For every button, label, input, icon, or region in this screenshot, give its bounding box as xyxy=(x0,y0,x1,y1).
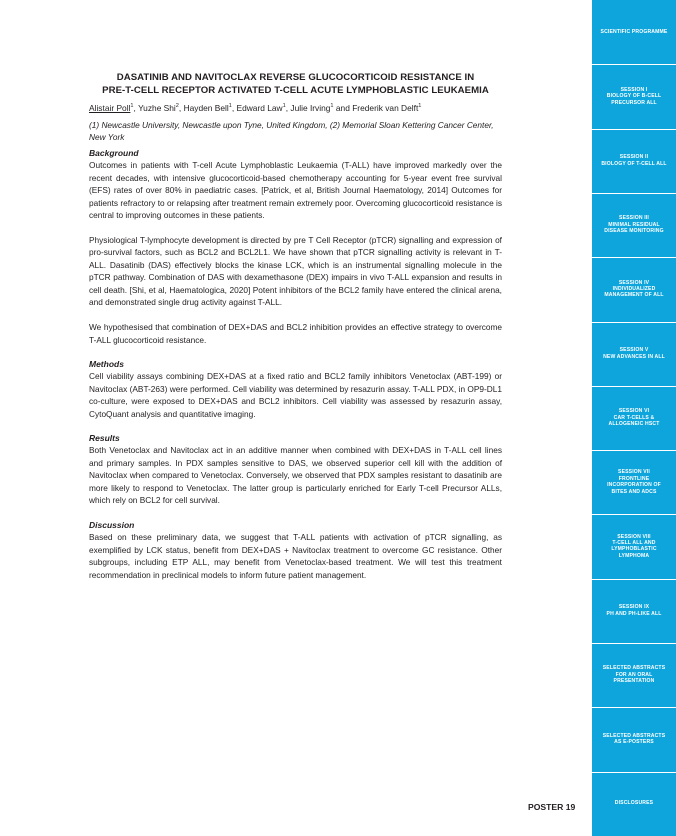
sidebar-nav-label: SESSION II BIOLOGY OF T-CELL ALL xyxy=(601,154,667,167)
sidebar-nav-label: SESSION I BIOLOGY OF B-CELL PRECURSOR ALL xyxy=(606,86,662,106)
sidebar-nav-label: SESSION III MINIMAL RESIDUAL DISEASE MONITORING xyxy=(604,215,664,235)
poster-number: POSTER 19 xyxy=(528,802,576,812)
author-name: Hayden Bell xyxy=(183,103,229,113)
background-paragraph-2: Physiological T-lymphocyte development is directed by pre T Cell Receptor (pTCR) signalling and expression of pro-survival factors, such as BCL2 and BCL2L1. We have shown that pTCR signalling activity is relevant in T-ALL. Dasatinib (DAS) effectively blocks the kinase LCK, which is an instrumental signalling molecule in the pTCR pathway. Combination of DAS with dexamethasone (DEX) impairs in vivo T-ALL expansion and results in cell death. [Shi, et al, Haematologica, 2020] Potent inhibitors of the BCL2 family have entered the clinical arena, and demonstrated single drug activity against T-ALL. xyxy=(89,234,502,308)
sidebar-nav-label: DISCLOSURES xyxy=(614,800,654,807)
author-list xyxy=(89,102,502,114)
methods-heading: Methods xyxy=(89,359,124,370)
author-affiliation-number: 1 xyxy=(130,103,134,110)
results-heading: Results xyxy=(89,433,120,444)
sidebar-nav-item[interactable] xyxy=(592,0,676,64)
sidebar-nav-item[interactable] xyxy=(592,386,676,450)
title-line-2: PRE-T-CELL RECEPTOR ACTIVATED T-CELL ACUTE LYMPHOBLASTIC LEUKAEMIA xyxy=(102,84,489,96)
discussion-heading: Discussion xyxy=(89,520,135,531)
author-affiliation-number: 1 xyxy=(282,103,286,110)
sidebar-nav-label: SELECTED ABSTRACTS FOR AN ORAL PRESENTATION xyxy=(602,665,666,685)
sidebar-nav-label: SESSION V NEW ADVANCES IN ALL xyxy=(603,347,665,360)
sidebar-nav-label: SELECTED ABSTRACTS AS E-POSTERS xyxy=(602,732,666,746)
sidebar-nav-label: SESSION VIII T-CELL ALL AND LYMPHOBLASTIC LYMPHOMA xyxy=(611,533,657,559)
sidebar-nav-item[interactable] xyxy=(592,257,676,321)
sidebar-nav-item[interactable] xyxy=(592,514,676,578)
author-affiliation-number: 1 xyxy=(418,103,422,110)
sidebar-nav-label: SESSION VI CAR T-CELLS & ALLOGENEIC HSCT xyxy=(608,408,660,427)
sidebar-nav-item[interactable] xyxy=(592,64,676,128)
sidebar-nav-item[interactable] xyxy=(592,322,676,386)
author-name: Frederik van Delft xyxy=(352,103,419,113)
author-separator: , xyxy=(178,103,184,113)
author-separator: , xyxy=(231,103,237,113)
author-separator: , xyxy=(285,103,291,113)
author-name: Alistair Poll xyxy=(89,103,131,113)
discussion-paragraph: Based on these preliminary data, we suggest that T-ALL patients with activation of pTCR signalling, as exemplified by LCK status, benefit from DEX+DAS + Navitoclax treatment to overcome GC resistance. Other subgroups, including ETP ALL, may benefit from Venetoclax-based treatment. We will test this treatment recommendation in preclinical models to inform future patient management. xyxy=(89,532,502,580)
sidebar-nav-item[interactable] xyxy=(592,643,676,707)
abstract-title xyxy=(89,72,502,97)
author-name: Edward Law xyxy=(236,103,283,113)
author-affiliation-number: 1 xyxy=(330,103,334,110)
methods-paragraph: Cell viability assays combining DEX+DAS at a fixed ratio and BCL2 family inhibitors Venetoclax (ABT-199) or Navitoclax (ABT-263) were performed. Cell viability was determined by resazurin assay. T-ALL PDX, in OP9-DL1 co-culture, were exposed to DEX+DAS and BCL2 inhibitors. Cell viability was assessed by resazurin assay, CytoQuant analysis and quantitative imaging. xyxy=(89,371,502,419)
sidebar-nav-label: SESSION IX PH AND PH-LIKE ALL xyxy=(606,604,662,617)
author-affiliation-number: 1 xyxy=(228,103,232,110)
sidebar-nav-item[interactable] xyxy=(592,193,676,257)
background-heading: Background xyxy=(89,148,139,158)
title-line-1: DASATINIB AND NAVITOCLAX REVERSE GLUCOCORTICOID RESISTANCE IN xyxy=(116,72,475,83)
sidebar-nav-item[interactable] xyxy=(592,707,676,771)
author-name: Yuzhe Shi xyxy=(138,103,176,113)
sidebar-nav-label: SESSION IV INDIVIDUALIZED MANAGEMENT OF ALL xyxy=(604,279,664,299)
background-paragraph-3: We hypothesised that combination of DEX+DAS and BCL2 inhibition provides an effective strategy to overcome T-ALL glucocorticoid resistance. xyxy=(89,322,502,345)
author-name: Julie Irving xyxy=(290,103,331,113)
results-paragraph: Both Venetoclax and Navitoclax act in an additive manner when combined with DEX+DAS in T-ALL cell lines and primary samples. In PDX samples sensitive to DAS, we observed superior cell kill with the addition of Navitoclax when compared to Venetoclax. Conversely, we observed that PDX samples resistant to dasatinib are more likely to respond to Venetoclax. The latter group is particularly enriched for Early T-cell Precursor ALLs, which rely on BCL2 for cell survival. xyxy=(89,445,502,506)
sidebar-nav-item[interactable] xyxy=(592,129,676,193)
affiliations: (1) Newcastle University, Newcastle upon Tyne, United Kingdom, (2) Memorial Sloan Kettering Cancer Center, New York xyxy=(89,120,494,142)
background-paragraph-1: Outcomes in patients with T-cell Acute Lymphoblastic Leukaemia (T-ALL) have improved markedly over the recent decades, with intensive glucocorticoid-based chemotherapy accounting for 5-year event free survival (EFS) rates of over 80% in paediatric cases. [Patrick, et al, British Journal Haematology, 2014] Outcomes for patients refractory to or relapsing after treatment remain extremely poor. Overcoming glucocorticoid resistance is central to improving outcomes in these patients. xyxy=(89,160,502,221)
abstract-content xyxy=(89,72,502,581)
author-separator: and xyxy=(333,103,353,113)
sidebar-nav-item[interactable] xyxy=(592,772,676,836)
section-sidebar xyxy=(592,0,676,836)
author-affiliation-number: 2 xyxy=(175,103,179,110)
sidebar-nav-item[interactable] xyxy=(592,579,676,643)
sidebar-nav-label: SCIENTIFIC PROGRAMME xyxy=(600,28,668,35)
author-separator: , xyxy=(133,103,139,113)
sidebar-nav-label: SESSION VII FRONTLINE INCORPORATION OF BITES AND ADCS xyxy=(607,469,661,495)
sidebar-nav-item[interactable] xyxy=(592,450,676,514)
